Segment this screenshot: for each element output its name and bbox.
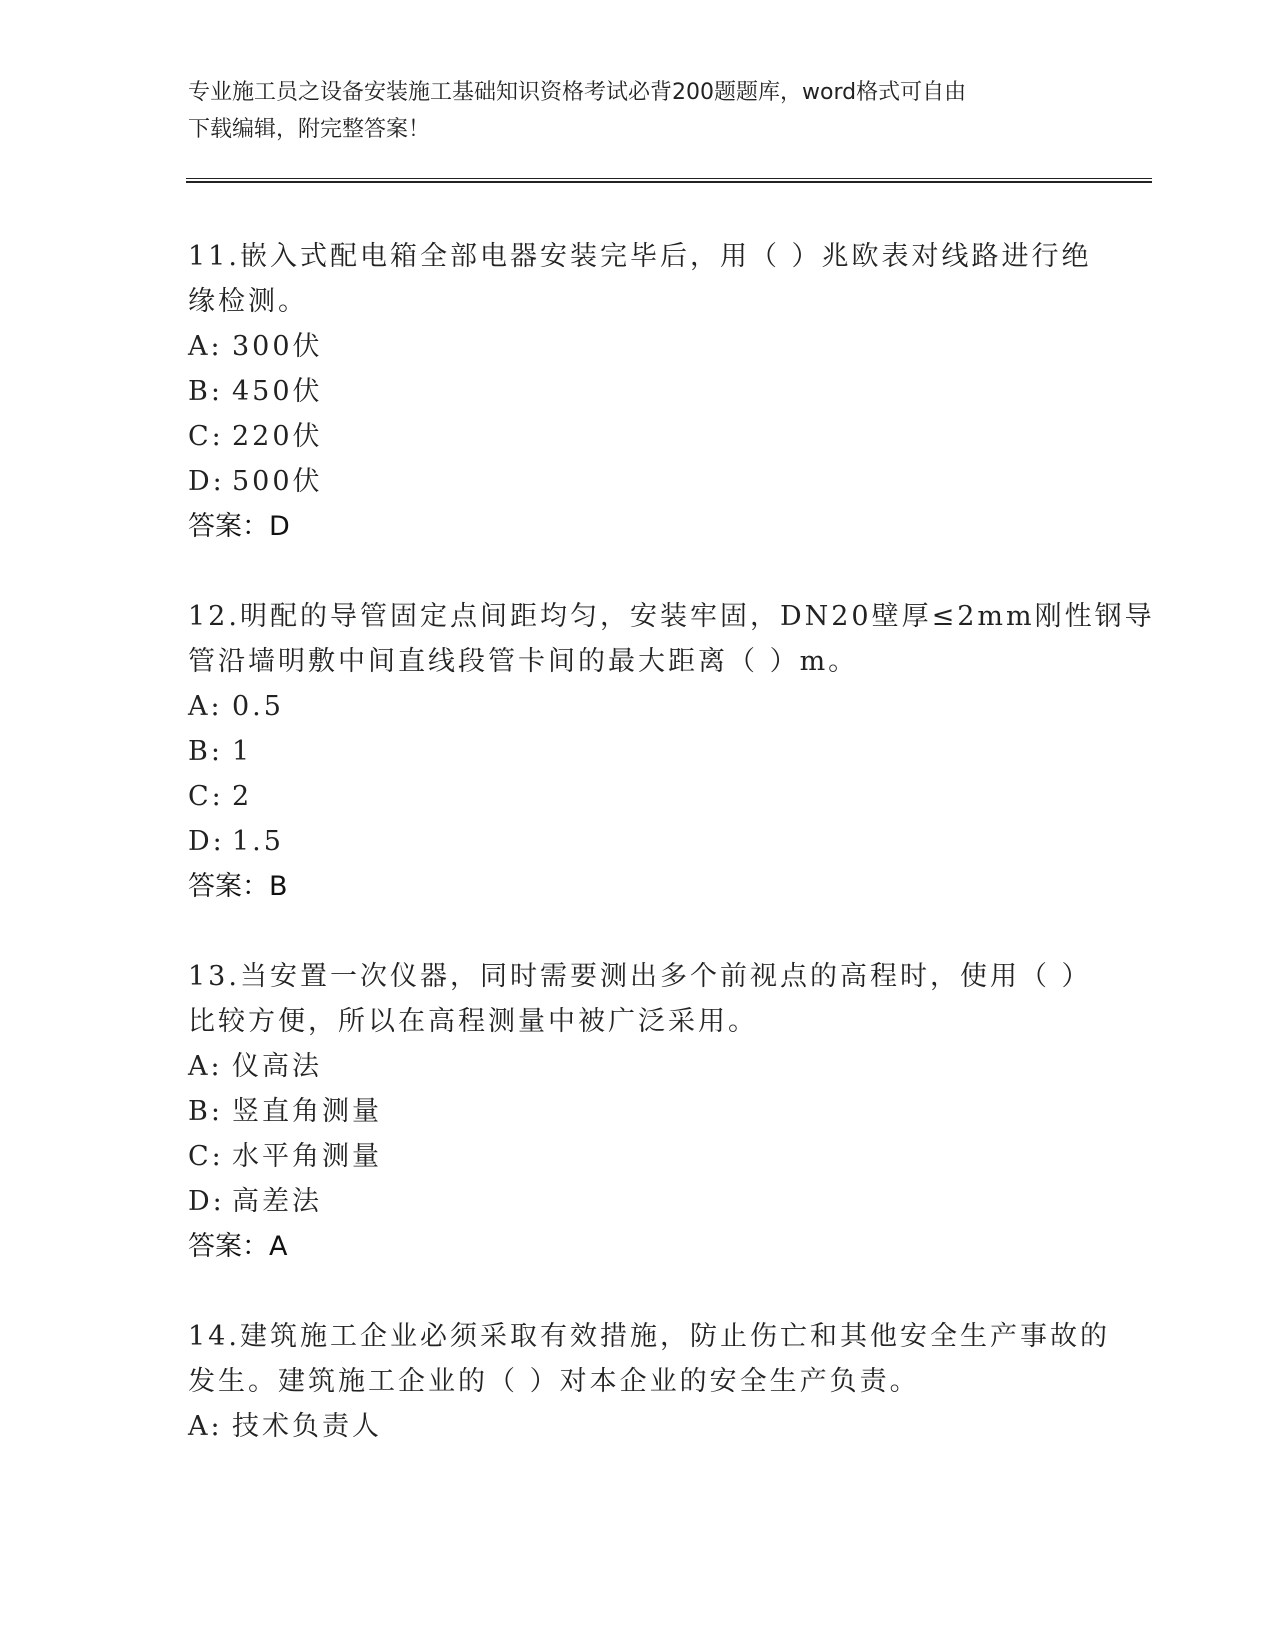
option-text: 500伏 [232, 466, 323, 497]
option-key: C: [188, 1141, 224, 1172]
answer-line: 答案：B [188, 871, 288, 902]
option-text: 0.5 [232, 691, 284, 722]
option-c [188, 414, 1148, 459]
question-stem [188, 954, 1148, 1044]
option-key: C: [188, 421, 224, 452]
question-stem [188, 1314, 1148, 1404]
option-b [188, 1089, 1148, 1134]
option-b [188, 729, 1148, 774]
option-text: 仪高法 [232, 1051, 322, 1082]
option-text: 1.5 [232, 826, 284, 857]
option-a [188, 324, 1148, 369]
header-line-1: 专业施工员之设备安装施工基础知识资格考试必背200题题库，word格式可自由 [188, 80, 967, 105]
question-stem [188, 234, 1148, 324]
option-d [188, 1179, 1148, 1224]
option-key: A: [188, 1411, 223, 1442]
option-key: A: [188, 691, 223, 722]
question-stem-line: 发生。建筑施工企业的（ ）对本企业的安全生产负责。 [188, 1366, 920, 1397]
question-stem-line: 12.明配的导管固定点间距均匀，安装牢固，DN20壁厚≤2mm刚性钢导 [188, 601, 1155, 632]
option-b [188, 369, 1148, 414]
option-text: 水平角测量 [232, 1141, 382, 1172]
option-text: 竖直角测量 [232, 1096, 382, 1127]
option-d [188, 819, 1148, 864]
option-text: 技术负责人 [232, 1411, 382, 1442]
question-list [188, 234, 1155, 1494]
option-text: 220伏 [232, 421, 323, 452]
question-stem [188, 594, 1155, 684]
option-a [188, 684, 1148, 729]
question-stem-line: 11.嵌入式配电箱全部电器安装完毕后，用（ ）兆欧表对线路进行绝 [188, 241, 1092, 272]
question-11 [188, 234, 1148, 549]
option-text: 300伏 [232, 331, 323, 362]
option-key: B: [188, 736, 223, 767]
option-d [188, 459, 1148, 504]
option-text: 高差法 [232, 1186, 322, 1217]
option-text: 2 [232, 781, 253, 812]
option-text: 450伏 [232, 376, 323, 407]
question-stem-line: 管沿墙明敷中间直线段管卡间的最大距离（ ）m。 [188, 646, 859, 677]
answer-line: 答案：D [188, 511, 290, 542]
option-key: B: [188, 1096, 223, 1127]
option-key: A: [188, 331, 223, 362]
question-stem-line: 14.建筑施工企业必须采取有效措施，防止伤亡和其他安全生产事故的 [188, 1321, 1110, 1352]
option-key: D: [188, 826, 225, 857]
question-stem-line: 缘检测。 [188, 286, 308, 317]
question-14 [188, 1314, 1148, 1449]
header-divider [186, 178, 1152, 183]
question-12 [188, 594, 1155, 909]
option-c [188, 1134, 1148, 1179]
option-c [188, 774, 1148, 819]
option-key: D: [188, 466, 225, 497]
option-key: A: [188, 1051, 223, 1082]
document-header [188, 74, 1088, 148]
option-a [188, 1404, 1148, 1449]
option-key: C: [188, 781, 224, 812]
question-13 [188, 954, 1148, 1269]
option-a [188, 1044, 1148, 1089]
question-stem-line: 13.当安置一次仪器，同时需要测出多个前视点的高程时，使用（ ） [188, 961, 1092, 992]
header-line-2: 下载编辑，附完整答案！ [188, 117, 431, 142]
answer-line: 答案：A [188, 1231, 288, 1262]
question-stem-line: 比较方便，所以在高程测量中被广泛采用。 [188, 1006, 758, 1037]
option-key: D: [188, 1186, 225, 1217]
option-key: B: [188, 376, 223, 407]
option-text: 1 [232, 736, 253, 767]
